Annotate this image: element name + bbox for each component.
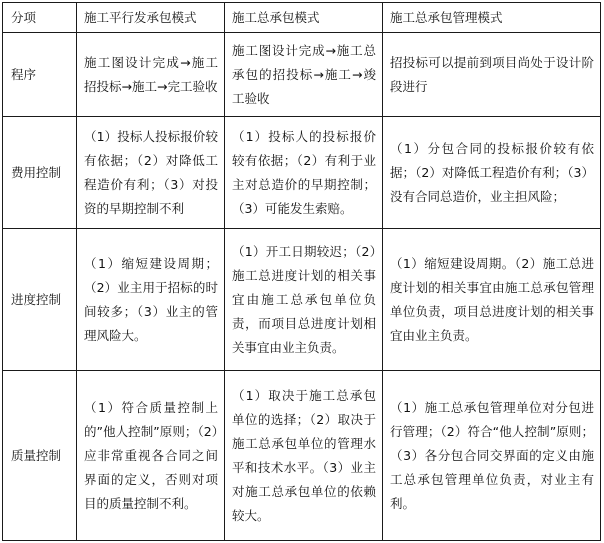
comparison-table: [2, 2, 601, 541]
header-general-management-mode: 施工总承包管理模式: [383, 3, 601, 33]
cell-procedure-management: 招投标可以提前到项目尚处于设计阶段进行: [383, 33, 601, 117]
cell-procedure-parallel: 施工图设计完成→施工招投标→施工→完工验收: [77, 33, 225, 117]
header-general-contract-mode: 施工总承包模式: [225, 3, 383, 33]
cell-cost-general: （1）投标人的投标报价较有依据；（2）有利于业主对总造价的早期控制；（3）可能发生索赔。: [225, 117, 383, 229]
table-row-cost-control: [3, 117, 601, 229]
cell-cost-management: （1）分包合同的投标报价较有依据；（2）对降低工程造价有利；（3）没有合同总造价，业主担风险；: [383, 117, 601, 229]
cell-schedule-general: （1）开工日期较迟；（2）施工总进度计划的相关事宜由施工总承包单位负责，而项目总进度计划相关事宜由业主负责。: [225, 229, 383, 371]
cell-procedure-general: 施工图设计完成→施工总承包的招投标→施工→竣工验收: [225, 33, 383, 117]
cell-schedule-management: （1）缩短建设周期。（2）施工总进度计划的相关事宜由施工总承包管理单位负责，项目总进度计划的相关事宜由业主负责。: [383, 229, 601, 371]
cell-cost-parallel: （1）投标人投标报价较有依据；（2）对降低工程造价有利；（3）对投资的早期控制不利: [77, 117, 225, 229]
header-category: 分项: [3, 3, 77, 33]
table-row-schedule-control: [3, 229, 601, 371]
cell-schedule-parallel: （1）缩短建设周期；（2）业主用于招标的时间较多；（3）业主的管理风险大。: [77, 229, 225, 371]
cell-quality-general: （1）取决于施工总承包单位的选择；（2）取决于施工总承包单位的管理水平和技术水平。（3）业主对施工总承包单位的依赖较大。: [225, 371, 383, 541]
table-row-quality-control: [3, 371, 601, 541]
table-row-procedure: [3, 33, 601, 117]
row-label-procedure: 程序: [3, 33, 77, 117]
header-parallel-mode: 施工平行发承包模式: [77, 3, 225, 33]
row-label-quality-control: 质量控制: [3, 371, 77, 541]
cell-quality-management: （1）施工总承包管理单位对分包进行管理；（2）符合“他人控制”原则；（3）各分包合同交界面的定义由施工总承包管理单位负责，对业主有利。: [383, 371, 601, 541]
cell-quality-parallel: （1）符合质量控制上的”他人控制”原则；（2）应非常重视各合同之间界面的定义，否则对项目的质量控制不利。: [77, 371, 225, 541]
row-label-cost-control: 费用控制: [3, 117, 77, 229]
table-header-row: [3, 3, 601, 33]
row-label-schedule-control: 进度控制: [3, 229, 77, 371]
